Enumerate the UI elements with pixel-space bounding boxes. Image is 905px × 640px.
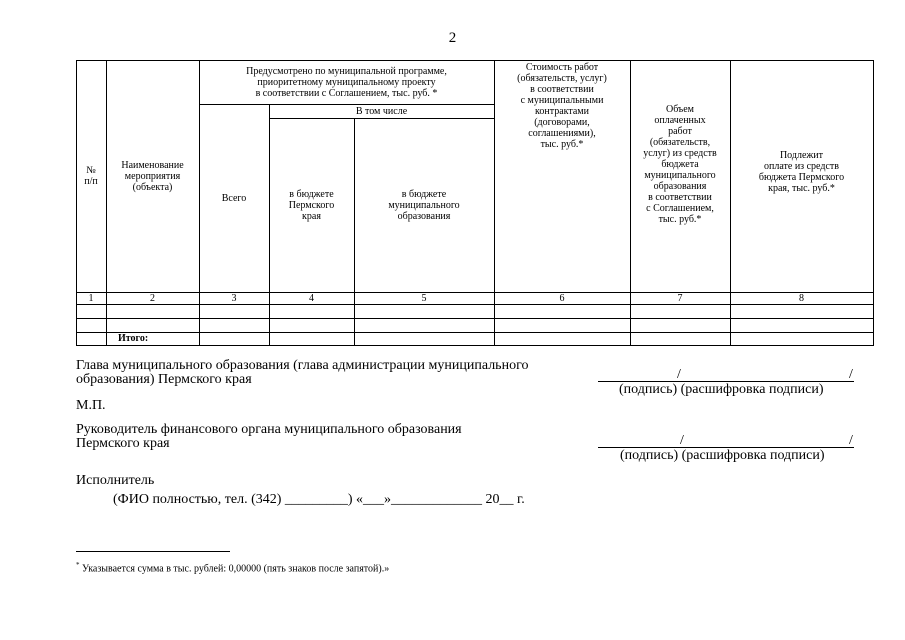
signature-caption: (подпись) (расшифровка подписи) [620, 448, 825, 463]
header-paid: Объем оплаченных работ (обязательств, услуг) из средств бюджета муниципального образования в соответствии с Соглашением, тыс. руб.* [643, 104, 717, 225]
signature-separator: / [677, 367, 681, 382]
header-to-pay: Подлежит оплате из средств бюджета Пермского края, тыс. руб.* [758, 150, 845, 194]
column-number: 3 [231, 293, 237, 304]
column-number: 4 [309, 293, 314, 304]
executor-details: (ФИО полностью, тел. (342) _________) «___»_____________ 20__ г. [113, 492, 525, 507]
header-num: № п/п [84, 165, 98, 187]
header-including: В том числе [355, 105, 408, 117]
column-number: 6 [559, 293, 565, 304]
signature-separator: / [849, 433, 853, 448]
footnote-marker: * [76, 561, 80, 569]
footnote-text: Указывается сумма в тыс. рублей: 0,00000 (пять знаков после запятой).» [79, 563, 390, 575]
header-mun-budget: в бюджете муниципального образования [388, 188, 460, 222]
footnote-divider [76, 551, 230, 552]
finance-signatory-label: Руководитель финансового органа муниципального образования Пермского края [76, 422, 462, 451]
column-number: 7 [677, 293, 683, 304]
footnote [76, 561, 389, 574]
column-number: 8 [799, 293, 804, 304]
header-name: Наименование мероприятия (объекта) [121, 159, 184, 193]
signature-separator: / [680, 433, 684, 448]
header-cost: Стоимость работ (обязательств, услуг) в соответствии с муниципальными контрактами (договорами, соглашениями), тыс. руб.* [517, 62, 607, 150]
column-number: 5 [421, 293, 427, 304]
stamp-label: М.П. [76, 398, 106, 413]
signature-caption: (подпись) (расшифровка подписи) [619, 382, 824, 397]
column-number: 2 [150, 293, 155, 304]
column-number: 1 [88, 293, 94, 304]
header-total: Всего [221, 192, 247, 204]
head-signatory-label: Глава муниципального образования (глава администрации муниципального образования) Пермского края [76, 358, 529, 387]
page-number: 2 [448, 30, 457, 46]
signature-separator: / [849, 367, 853, 382]
total-row-label: Итого: [118, 333, 149, 344]
header-planned: Предусмотрено по муниципальной программе, приоритетному муниципальному проекту в соответствии с Соглашением, тыс. руб. * [246, 65, 447, 99]
executor-label: Исполнитель [76, 473, 155, 488]
header-perm-budget: в бюджете Пермского края [288, 188, 335, 222]
